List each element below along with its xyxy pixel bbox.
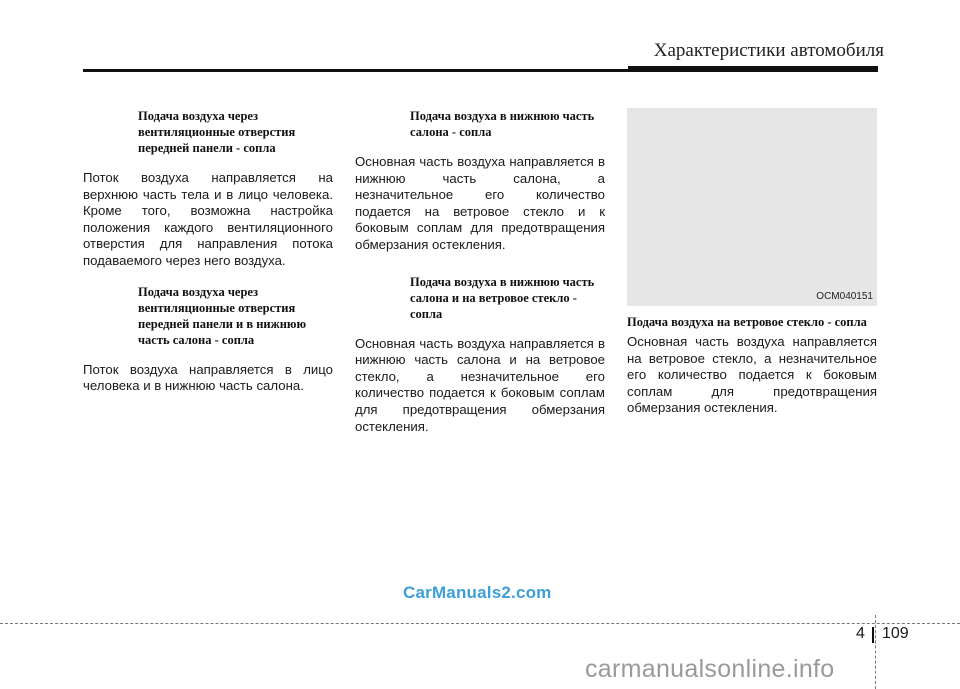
section-text: Поток воздуха направляется на верхнюю часть тела и в лицо человека. Кроме того, возможна настройка положения каждого вентиляционного отверстия для направления потока подаваемого через него воздуха. [83, 170, 333, 268]
column-2 [355, 108, 605, 435]
section-heading: Подача воздуха в нижнюю часть салона и на ветровое стекло - сопла [410, 274, 595, 321]
page-number: 109 [882, 625, 909, 642]
section-heading: Подача воздуха в нижнюю часть салона - сопла [410, 109, 595, 139]
page-number-separator [872, 627, 874, 643]
footer-site-watermark[interactable]: carmanualsonline.info [585, 655, 835, 683]
section-heading: Подача воздуха на ветровое стекло - сопла [627, 315, 867, 329]
footer-divider [0, 623, 960, 624]
section-text: Основная часть воздуха направляется на ветровое стекло, а незначительное его количество подается к боковым соплам для предотвращения обмерзания остекления. [627, 334, 877, 416]
section-text: Поток воздуха направляется в лицо человека и в нижнюю часть салона. [83, 361, 333, 394]
figure-image [627, 108, 877, 306]
section-number: 4 [856, 625, 865, 642]
section-text: Основная часть воздуха направляется в нижнюю часть салона, а незначительное его количество подается на ветровое стекло и к боковым соплам для предотвращения обмерзания остекления. [355, 154, 605, 252]
watermark-link[interactable]: CarManuals2.com [403, 583, 552, 602]
column-1 [83, 108, 333, 395]
header-rule-accent [628, 66, 878, 72]
footer-vertical-divider [875, 615, 876, 689]
page-header-title: Характеристики автомобиля [653, 40, 884, 61]
figure-code: OCM040151 [816, 291, 873, 302]
section-heading: Подача воздуха через вентиляционные отверстия передней панели - сопла [138, 109, 296, 155]
section-heading: Подача воздуха через вентиляционные отверстия передней панели и в нижнюю часть салона - сопла [138, 284, 307, 347]
section-text: Основная часть воздуха направляется в нижнюю часть салона и на ветровое стекло, а незначительное его количество подается к боковым соплам для предотвращения обмерзания остекления. [355, 335, 605, 434]
column-3 [627, 108, 877, 417]
